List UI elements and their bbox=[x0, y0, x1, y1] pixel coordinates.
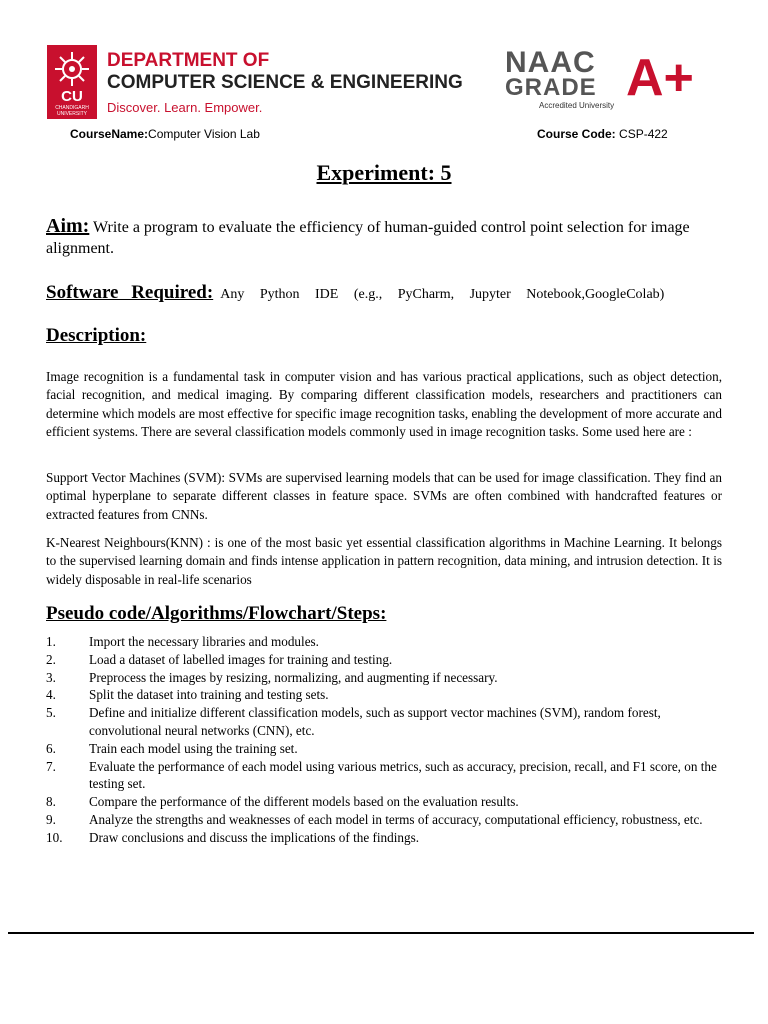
course-name bbox=[70, 127, 260, 141]
step-text: Train each model using the training set. bbox=[89, 740, 298, 756]
footer-divider bbox=[8, 932, 754, 934]
list-item bbox=[46, 704, 726, 740]
list-item bbox=[46, 651, 726, 669]
software-section bbox=[46, 282, 726, 304]
list-item bbox=[46, 793, 726, 811]
software-text: Any Python IDE (e.g., PyCharm, Jupyter Notebook,GoogleColab) bbox=[220, 287, 665, 302]
course-info-row bbox=[70, 127, 670, 143]
list-item bbox=[46, 811, 726, 829]
aim-text: Write a program to evaluate the efficiency of human-guided control point selection for image alignment. bbox=[46, 219, 690, 257]
svm-paragraph: Support Vector Machines (SVM): SVMs are supervised learning models that can be used for image classification. They find an optimal hyperplane to separate different classes in feature space. SVMs are often combined with handcrafted features or extracted features from CNNs. bbox=[46, 470, 722, 522]
step-text: Compare the performance of the different models based on the evaluation results. bbox=[89, 794, 519, 810]
aim-heading: Aim: bbox=[46, 215, 90, 237]
list-item bbox=[46, 758, 726, 794]
list-item bbox=[46, 669, 726, 687]
step-text: Import the necessary libraries and modules. bbox=[89, 634, 319, 649]
tagline: Discover. Learn. Empower. bbox=[107, 100, 263, 115]
step-number: 2. bbox=[46, 651, 56, 667]
step-text: Split the dataset into training and testing sets. bbox=[89, 687, 329, 703]
step-number: 9. bbox=[46, 811, 56, 827]
course-name-value: Computer Vision Lab bbox=[148, 127, 260, 141]
emblem-icon bbox=[52, 49, 92, 89]
naac-badge bbox=[505, 46, 695, 118]
description-paragraph: Image recognition is a fundamental task in computer vision and has various practical applications, such as object detection, facial recognition, and medical imaging. By comparing different classification models, researchers and practitioners can determine which models are most effective for specific image recognition tasks, enabling the development of more accurate and efficient systems. There are several classification models commonly used in image recognition tasks. Some used here are : bbox=[46, 369, 722, 439]
list-item bbox=[46, 633, 726, 651]
university-logo bbox=[47, 45, 97, 119]
department-line-2: COMPUTER SCIENCE & ENGINEERING bbox=[107, 72, 463, 93]
step-number: 8. bbox=[46, 794, 56, 810]
course-code bbox=[537, 127, 668, 141]
logo-text: CU bbox=[61, 88, 83, 105]
naac-text: NAAC bbox=[505, 46, 596, 79]
description-heading: Description: bbox=[46, 325, 147, 346]
step-number: 1. bbox=[46, 634, 56, 649]
step-number: 10. bbox=[46, 829, 63, 845]
step-number: 3. bbox=[46, 669, 56, 685]
step-text: Preprocess the images by resizing, normalizing, and augmenting if necessary. bbox=[89, 669, 498, 685]
step-text: Evaluate the performance of each model using various metrics, such as accuracy, precision, recall, and F1 score, on the testing set. bbox=[89, 758, 717, 792]
step-number: 6. bbox=[46, 740, 56, 756]
header-banner bbox=[47, 42, 693, 122]
course-code-label: Course Code: bbox=[537, 127, 616, 141]
pseudo-code-heading: Pseudo code/Algorithms/Flowchart/Steps: bbox=[46, 603, 387, 624]
step-number: 7. bbox=[46, 758, 56, 774]
list-item bbox=[46, 829, 726, 847]
course-code-value: CSP-422 bbox=[615, 127, 668, 141]
grade-value: A+ bbox=[626, 49, 694, 107]
list-item bbox=[46, 740, 726, 758]
step-text: Draw conclusions and discuss the implications of the findings. bbox=[89, 829, 420, 845]
knn-paragraph: K-Nearest Neighbours(KNN) : is one of the most basic yet essential classification algorithms in Machine Learning. It belongs to the supervised learning domain and finds intense application in pattern recognition, data mining, and intrusion detection. It is widely disposable in real-life scenarios bbox=[46, 535, 722, 587]
logo-subtext: CHANDIGARH UNIVERSITY bbox=[55, 105, 89, 117]
list-item bbox=[46, 686, 726, 704]
step-text: Analyze the strengths and weaknesses of each model in terms of accuracy, computational efficiency, robustness, etc. bbox=[89, 811, 703, 827]
grade-text: GRADE bbox=[505, 74, 597, 101]
aim-section bbox=[46, 216, 706, 259]
course-name-label: CourseName: bbox=[70, 127, 149, 141]
steps-list bbox=[46, 633, 726, 847]
step-text: Define and initialize different classification models, such as support vector machines (SVM), random forest, convolutional neural networks (CNN), etc. bbox=[89, 705, 661, 738]
department-line-1: DEPARTMENT OF bbox=[107, 50, 270, 71]
experiment-title: Experiment: 5 bbox=[316, 160, 452, 185]
step-number: 4. bbox=[46, 687, 56, 703]
accredited-text: Accredited University bbox=[539, 101, 615, 110]
step-text: Load a dataset of labelled images for training and testing. bbox=[89, 651, 393, 667]
step-number: 5. bbox=[46, 705, 56, 721]
software-heading: Software Required: bbox=[46, 282, 214, 303]
